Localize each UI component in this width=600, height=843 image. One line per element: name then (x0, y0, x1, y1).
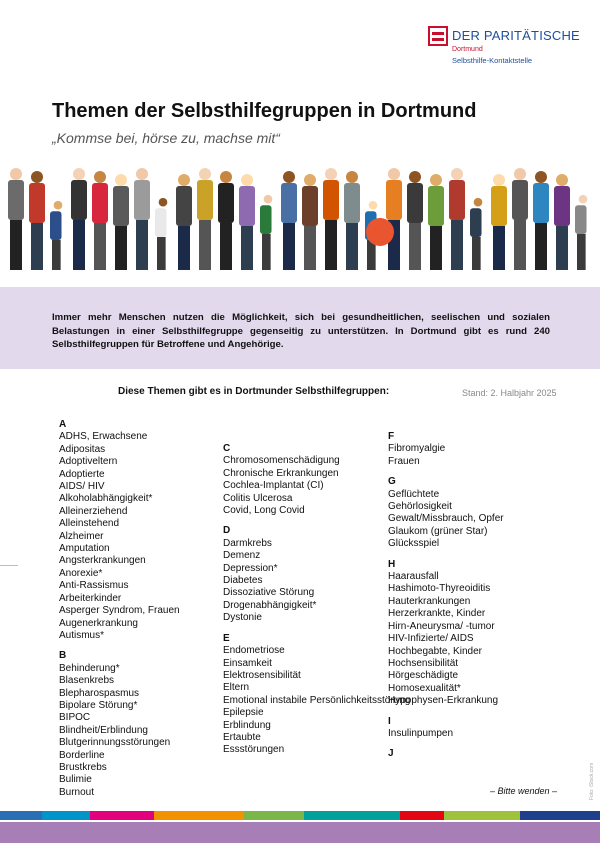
intro-text: Immer mehr Menschen nutzen die Möglichkeit, sich bei gesundheitlichen, seelischen und sozialen Belastungen in einer Selbsthilfegruppe gegenseitig zu unterstützen. In Dortmund gibt es rund 240 Selbsthilfegruppen für Betroffene und Angehörige. (52, 312, 550, 350)
page-title: Themen der Selbsthilfegruppen in Dortmund (52, 100, 477, 122)
person-body (512, 180, 528, 220)
person-legs (493, 226, 505, 270)
paritaetische-logo-mark-icon (428, 26, 448, 46)
topic-item: Hochbegabte, Kinder (388, 645, 482, 657)
topic-item: Gehörlosigkeit (388, 501, 452, 513)
topic-item: Insulinpumpen (388, 727, 454, 739)
topic-item: Arbeiterkinder (59, 592, 122, 604)
person-head (409, 171, 421, 183)
topic-item: Haarausfall (388, 571, 439, 583)
topic-item: Adoptierte (59, 468, 105, 480)
topic-item: Blutgerinnungsstörungen (59, 737, 171, 749)
person-head (388, 168, 400, 180)
topic-item: Burnout (59, 786, 95, 798)
topic-item: Bipolare Störung* (59, 699, 138, 711)
person-body (407, 183, 423, 223)
topic-item: Adipositas (59, 443, 106, 455)
topic-item: Asperger Syndrom, Frauen (59, 605, 180, 617)
topic-item: Dissoziative Störung (223, 587, 315, 599)
color-stripe (0, 811, 42, 820)
topic-item: Blindheit/Erblindung (59, 724, 148, 736)
person-head (535, 171, 547, 183)
topic-item: Elektrosensibilität (223, 669, 301, 681)
footer-bar (0, 822, 600, 843)
person-body (50, 211, 62, 240)
topic-item: Autismus* (59, 629, 105, 641)
topic-item: Glücksspiel (388, 538, 440, 550)
topic-item: Amputation (59, 543, 110, 555)
topic-item: Hypophysen-Erkrankung (388, 695, 499, 707)
topic-item: AIDS/ HIV (59, 481, 105, 493)
person-legs (199, 220, 211, 270)
color-stripe (304, 811, 400, 820)
person-body (344, 183, 360, 223)
person-head (474, 198, 483, 207)
topic-item: Endometriose (223, 645, 285, 657)
topic-item: Drogenabhängigkeit* (223, 599, 317, 611)
person-legs (262, 234, 271, 270)
topic-group (388, 431, 548, 468)
person-head (31, 171, 43, 183)
person-head (10, 168, 22, 180)
person-head (220, 171, 232, 183)
topic-item: Cochlea-Implantat (CI) (223, 480, 324, 492)
topic-group (59, 419, 219, 642)
person-body (281, 183, 297, 223)
person-body (155, 208, 167, 237)
person-legs (304, 226, 316, 270)
topic-group (59, 650, 219, 799)
person-head (493, 174, 505, 186)
person-legs (94, 223, 106, 270)
paritaetische-logo[interactable] (428, 24, 578, 68)
person-body (92, 183, 108, 223)
person-body (71, 180, 87, 220)
topic-item: Epilepsie (223, 707, 264, 719)
topic-item: Hauterkrankungen (388, 595, 471, 607)
topic-item: Frauen (388, 455, 420, 467)
topic-item: Diabetes (223, 575, 263, 587)
topic-group (223, 443, 383, 517)
topic-letter: H (388, 558, 396, 570)
topic-item: Hirn-Aneurysma/ -tumor (388, 620, 495, 632)
color-stripe (520, 811, 600, 820)
person-body (197, 180, 213, 220)
photo-credit: Foto: iStock.com (589, 762, 595, 800)
person-head (346, 171, 358, 183)
person-body (428, 186, 444, 226)
person-head (136, 168, 148, 180)
person-legs (535, 223, 547, 270)
fold-mark (0, 565, 18, 566)
color-stripe (400, 811, 444, 820)
baby-carriage-icon (366, 218, 394, 246)
topic-item: Essstörungen (223, 744, 285, 756)
topic-letter: A (59, 419, 67, 430)
person-legs (577, 234, 586, 270)
person-head (556, 174, 568, 186)
topic-group (388, 559, 548, 708)
person-head (241, 174, 253, 186)
topic-item: Brustkrebs (59, 761, 107, 773)
person-head (304, 174, 316, 186)
topic-letter: C (223, 443, 231, 454)
person-legs (220, 223, 232, 270)
person-body (302, 186, 318, 226)
topic-item: Anti-Rassismus (59, 580, 129, 592)
topic-item: Alleinerziehend (59, 505, 128, 517)
person-head (264, 195, 273, 204)
topic-item: Borderline (59, 749, 105, 761)
people-illustration (0, 158, 600, 273)
person-legs (556, 226, 568, 270)
person-body (533, 183, 549, 223)
person-body (134, 180, 150, 220)
logo-name: DER PARITÄTISCHE (452, 28, 580, 43)
person-legs (241, 226, 253, 270)
topic-letter: G (388, 476, 396, 488)
topic-item: BIPOC (59, 712, 91, 724)
person-body (491, 186, 507, 226)
person-head (451, 168, 463, 180)
person-head (54, 201, 63, 210)
person-legs (157, 237, 166, 270)
topic-group (388, 748, 548, 760)
topic-item: Glaukom (grüner Star) (388, 525, 488, 537)
turn-page-note: – Bitte wenden – (490, 786, 558, 796)
person-head (178, 174, 190, 186)
person-body (29, 183, 45, 223)
color-stripe (244, 811, 304, 820)
topic-item: Herzerkrankte, Kinder (388, 608, 486, 620)
topic-item: Adoptiveltern (59, 456, 118, 468)
topic-item: Emotional instabile Persönlichkeitsstörung (223, 694, 411, 706)
person-head (199, 168, 211, 180)
topic-item: Ertaubte (223, 731, 261, 743)
color-stripe (444, 811, 520, 820)
topic-letter: F (388, 431, 395, 442)
topic-item: HIV-Infizierte/ AIDS (388, 633, 474, 645)
person-head (115, 174, 127, 186)
person-head (159, 198, 168, 207)
person-head (94, 171, 106, 183)
person-head (579, 195, 588, 204)
page-subtitle: „Kommse bei, hörse zu, machse mit“ (52, 130, 280, 146)
person-body (575, 205, 587, 234)
topic-letter: E (223, 632, 230, 644)
person-legs (136, 220, 148, 270)
person-legs (514, 220, 526, 270)
person-body (8, 180, 24, 220)
person-legs (472, 237, 481, 270)
person-body (470, 208, 482, 237)
topic-letter: D (223, 525, 231, 537)
topic-item: Bulimie (59, 774, 92, 786)
person-legs (73, 220, 85, 270)
person-legs (10, 220, 22, 270)
topic-item: Dystonie (223, 612, 262, 624)
topic-item: Blasenkrebs (59, 675, 115, 687)
topic-item: Alzheimer (59, 530, 104, 542)
person-head (73, 168, 85, 180)
person-body (176, 186, 192, 226)
topic-item: Augenerkrankung (59, 617, 138, 629)
person-legs (31, 223, 43, 270)
topic-item: Darmkrebs (223, 537, 272, 549)
person-body (323, 180, 339, 220)
person-body (260, 205, 272, 234)
topic-item: Hörgeschädigte (388, 670, 459, 682)
status-date: Stand: 2. Halbjahr 2025 (462, 388, 557, 398)
person-body (239, 186, 255, 226)
person-legs (430, 226, 442, 270)
topic-letter: J (388, 748, 394, 760)
topic-item: ADHS, Erwachsene (59, 431, 148, 443)
person-legs (52, 240, 61, 270)
person-legs (451, 220, 463, 270)
topic-item: Alleinstehend (59, 518, 120, 530)
topic-item: Hochsensibilität (388, 657, 459, 669)
topic-group (223, 632, 411, 757)
topic-item: Gewalt/Missbrauch, Opfer (388, 513, 504, 525)
person-body (386, 180, 402, 220)
topic-item: Blepharospasmus (59, 687, 140, 699)
topic-group (388, 476, 548, 550)
topic-item: Behinderung* (59, 662, 120, 674)
person-body (218, 183, 234, 223)
person-legs (283, 223, 295, 270)
logo-city: Dortmund (452, 46, 483, 53)
topic-item: Anorexie* (59, 567, 103, 579)
topic-item: Chronische Erkrankungen (223, 467, 339, 479)
person-body (449, 180, 465, 220)
topic-item: Erblindung (223, 719, 271, 731)
color-stripes (0, 811, 600, 820)
topic-letter: I (388, 715, 391, 727)
color-stripe (42, 811, 90, 820)
topic-item: Angsterkrankungen (59, 555, 146, 567)
person-legs (178, 226, 190, 270)
person-body (113, 186, 129, 226)
person-legs (346, 223, 358, 270)
topic-item: Alkoholabhängigkeit* (59, 493, 153, 505)
topic-item: Colitis Ulcerosa (223, 492, 293, 504)
topics-column-1 (59, 419, 219, 807)
list-heading: Diese Themen gibt es in Dortmunder Selbsthilfegruppen: (118, 386, 390, 397)
topic-item: Chromosomenschädigung (223, 455, 340, 467)
topics-column-3 (388, 431, 548, 769)
topic-item: Hashimoto-Thyreoiditis (388, 583, 491, 595)
topic-item: Einsamkeit (223, 657, 272, 669)
topic-group (388, 716, 548, 741)
logo-subtitle: Selbsthilfe-Kontaktstelle (452, 56, 533, 65)
person-head (514, 168, 526, 180)
color-stripe (90, 811, 154, 820)
person-body (554, 186, 570, 226)
topic-group (223, 525, 383, 624)
topic-item: Demenz (223, 550, 261, 562)
topic-item: Eltern (223, 682, 250, 694)
person-head (283, 171, 295, 183)
topic-item: Depression* (223, 562, 278, 574)
person-legs (115, 226, 127, 270)
person-head (325, 168, 337, 180)
person-head (369, 201, 378, 210)
topic-item: Geflüchtete (388, 488, 440, 500)
color-stripe (154, 811, 244, 820)
person-legs (409, 223, 421, 270)
person-legs (325, 220, 337, 270)
topic-letter: B (59, 650, 67, 662)
person-head (430, 174, 442, 186)
topic-item: Homosexualität* (388, 682, 461, 694)
topic-item: Covid, Long Covid (223, 505, 305, 517)
topic-item: Fibromyalgie (388, 443, 446, 455)
